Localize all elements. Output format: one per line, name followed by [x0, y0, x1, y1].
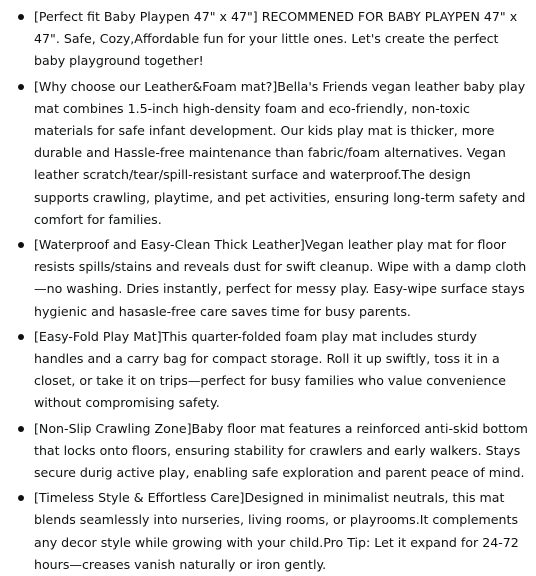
- feature-bullet-item: [34, 326, 528, 415]
- feature-bullet-item: [34, 487, 528, 576]
- feature-bullet-text: [Perfect fit Baby Playpen 47" x 47"] RECOMMENED FOR BABY PLAYPEN 47" x 47". Safe, Cozy,Affordable fun for your little ones. Let's create the perfect baby playground together!: [34, 9, 518, 69]
- feature-bullet-text: [Waterproof and Easy-Clean Thick Leather]Vegan leather play mat for floor resists spills/stains and reveals dust for swift cleanup. Wipe with a damp cloth—no washing. Dries instantly, perfect for messy play. Easy-wipe surface stays hygienic and hasasle-free care saves time for busy parents.: [34, 237, 527, 319]
- bullet-dot-icon: [18, 495, 24, 501]
- feature-bullet-item: [34, 6, 528, 73]
- feature-bullet-item: [34, 76, 528, 231]
- bullet-dot-icon: [18, 242, 24, 248]
- feature-bullet-text: [Timeless Style & Effortless Care]Designed in minimalist neutrals, this mat blends seamlessly into nurseries, living rooms, or playrooms.It complements any decor style while growing with your child.Pro Tip: Let it expand for 24-72 hours—creases vanish naturally or iron gently.: [34, 490, 519, 572]
- feature-bullet-text: [Easy-Fold Play Mat]This quarter-folded foam play mat includes sturdy handles and a carry bag for compact storage. Roll it up swiftly, toss it in a closet, or take it on trips—perfect for busy families who value convenience without compromising safety.: [34, 328, 507, 411]
- bullet-dot-icon: [18, 334, 24, 340]
- feature-bullet-text: [Why choose our Leather&Foam mat?]Bella's Friends vegan leather baby play mat combines 1.5-inch high-density foam and eco-friendly, non-toxic materials for safe infant development. Our kids play mat is thicker, more durable and Hassle-free maintenance than fabric/foam alternatives. Vegan leather scratch/tear/spill-resistant surface and waterproof.The design supports crawling, playtime, and pet activities, ensuring long-term safety and comfort for families.: [34, 78, 526, 227]
- feature-bullet-text: [Non-Slip Crawling Zone]Baby floor mat features a reinforced anti-skid bottom that locks onto floors, ensuring stability for crawlers and early walkers. Stays secure durig active play, enabling safe exploration and parent peace of mind.: [34, 420, 528, 481]
- bullet-dot-icon: [18, 426, 24, 432]
- feature-bullet-item: [34, 418, 528, 485]
- bullet-dot-icon: [18, 84, 24, 90]
- feature-bullet-item: [34, 234, 528, 323]
- bullet-dot-icon: [18, 14, 24, 20]
